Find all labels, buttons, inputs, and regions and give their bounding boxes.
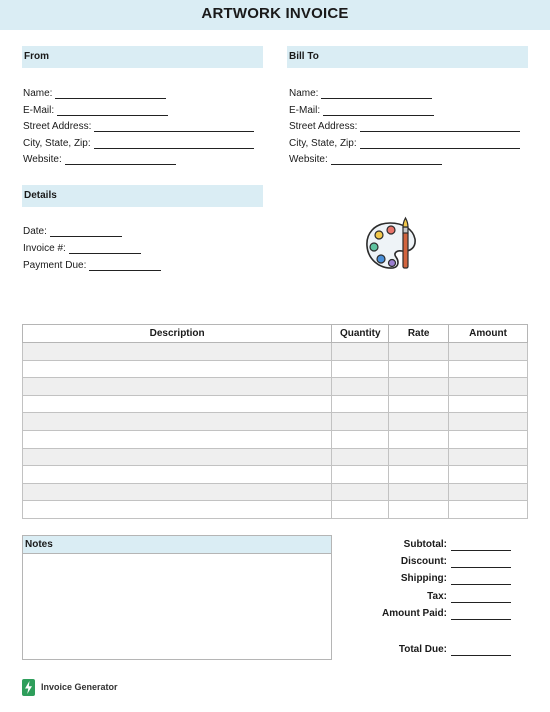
table-cell[interactable]	[23, 483, 332, 501]
total-due-field[interactable]: Total Due:	[340, 644, 520, 658]
column-header-description: Description	[23, 325, 332, 343]
table-row	[23, 430, 528, 448]
table-cell[interactable]	[449, 430, 528, 448]
notes-box[interactable]	[22, 535, 332, 660]
table-cell[interactable]	[332, 430, 389, 448]
from-heading: From	[22, 46, 263, 68]
lightning-bolt-icon	[22, 679, 35, 696]
table-cell[interactable]	[449, 413, 528, 431]
table-row	[23, 360, 528, 378]
table-cell[interactable]	[332, 483, 389, 501]
table-row	[23, 466, 528, 484]
bill-to-city-state-zip-field[interactable]: City, State, Zip:	[289, 138, 520, 152]
table-row	[23, 413, 528, 431]
bill-to-street-address-field[interactable]: Street Address:	[289, 121, 520, 135]
column-header-rate: Rate	[389, 325, 449, 343]
table-cell[interactable]	[449, 483, 528, 501]
table-row	[23, 483, 528, 501]
table-cell[interactable]	[23, 413, 332, 431]
table-cell[interactable]	[332, 466, 389, 484]
payment-due-field[interactable]: Payment Due:	[23, 260, 161, 274]
table-cell[interactable]	[449, 343, 528, 361]
table-cell[interactable]	[389, 430, 449, 448]
tax-field[interactable]: Tax:	[340, 591, 520, 605]
table-cell[interactable]	[23, 466, 332, 484]
table-cell[interactable]	[389, 395, 449, 413]
table-cell[interactable]	[449, 360, 528, 378]
table-cell[interactable]	[332, 360, 389, 378]
invoice-title: ARTWORK INVOICE	[201, 5, 349, 22]
table-row	[23, 395, 528, 413]
line-items-table	[22, 324, 528, 519]
table-row	[23, 343, 528, 361]
notes-heading: Notes	[23, 536, 331, 554]
subtotal-field[interactable]: Subtotal:	[340, 539, 520, 553]
table-cell[interactable]	[332, 395, 389, 413]
from-email-field[interactable]: E-Mail:	[23, 105, 168, 119]
table-cell[interactable]	[332, 343, 389, 361]
table-cell[interactable]	[449, 501, 528, 519]
date-field[interactable]: Date:	[23, 226, 122, 240]
table-cell[interactable]	[389, 360, 449, 378]
table-cell[interactable]	[449, 378, 528, 396]
table-cell[interactable]	[389, 343, 449, 361]
table-cell[interactable]	[23, 378, 332, 396]
table-cell[interactable]	[389, 413, 449, 431]
table-cell[interactable]	[449, 395, 528, 413]
table-cell[interactable]	[389, 466, 449, 484]
table-row	[23, 378, 528, 396]
table-cell[interactable]	[389, 483, 449, 501]
amount-paid-field[interactable]: Amount Paid:	[340, 608, 520, 622]
brand-name: Invoice Generator	[41, 682, 118, 692]
column-header-amount: Amount	[449, 325, 528, 343]
table-cell[interactable]	[332, 501, 389, 519]
from-city-state-zip-field[interactable]: City, State, Zip:	[23, 138, 254, 152]
table-cell[interactable]	[23, 395, 332, 413]
shipping-field[interactable]: Shipping:	[340, 573, 520, 587]
table-cell[interactable]	[389, 378, 449, 396]
table-cell[interactable]	[23, 430, 332, 448]
details-heading: Details	[22, 185, 263, 207]
bill-to-heading: Bill To	[287, 46, 528, 68]
from-name-field[interactable]: Name:	[23, 88, 166, 102]
table-cell[interactable]	[332, 378, 389, 396]
table-cell[interactable]	[449, 466, 528, 484]
table-cell[interactable]	[389, 448, 449, 466]
table-row	[23, 501, 528, 519]
column-header-quantity: Quantity	[332, 325, 389, 343]
table-cell[interactable]	[23, 448, 332, 466]
table-header-row	[23, 325, 528, 343]
table-row	[23, 448, 528, 466]
from-website-field[interactable]: Website:	[23, 154, 176, 168]
table-cell[interactable]	[332, 413, 389, 431]
table-cell[interactable]	[449, 448, 528, 466]
table-cell[interactable]	[389, 501, 449, 519]
table-cell[interactable]	[23, 360, 332, 378]
table-cell[interactable]	[23, 343, 332, 361]
discount-field[interactable]: Discount:	[340, 556, 520, 570]
paint-palette-icon	[362, 215, 422, 275]
table-cell[interactable]	[23, 501, 332, 519]
from-street-address-field[interactable]: Street Address:	[23, 121, 254, 135]
bill-to-email-field[interactable]: E-Mail:	[289, 105, 434, 119]
invoice-number-field[interactable]: Invoice #:	[23, 243, 141, 257]
table-cell[interactable]	[332, 448, 389, 466]
bill-to-website-field[interactable]: Website:	[289, 154, 442, 168]
bill-to-name-field[interactable]: Name:	[289, 88, 432, 102]
